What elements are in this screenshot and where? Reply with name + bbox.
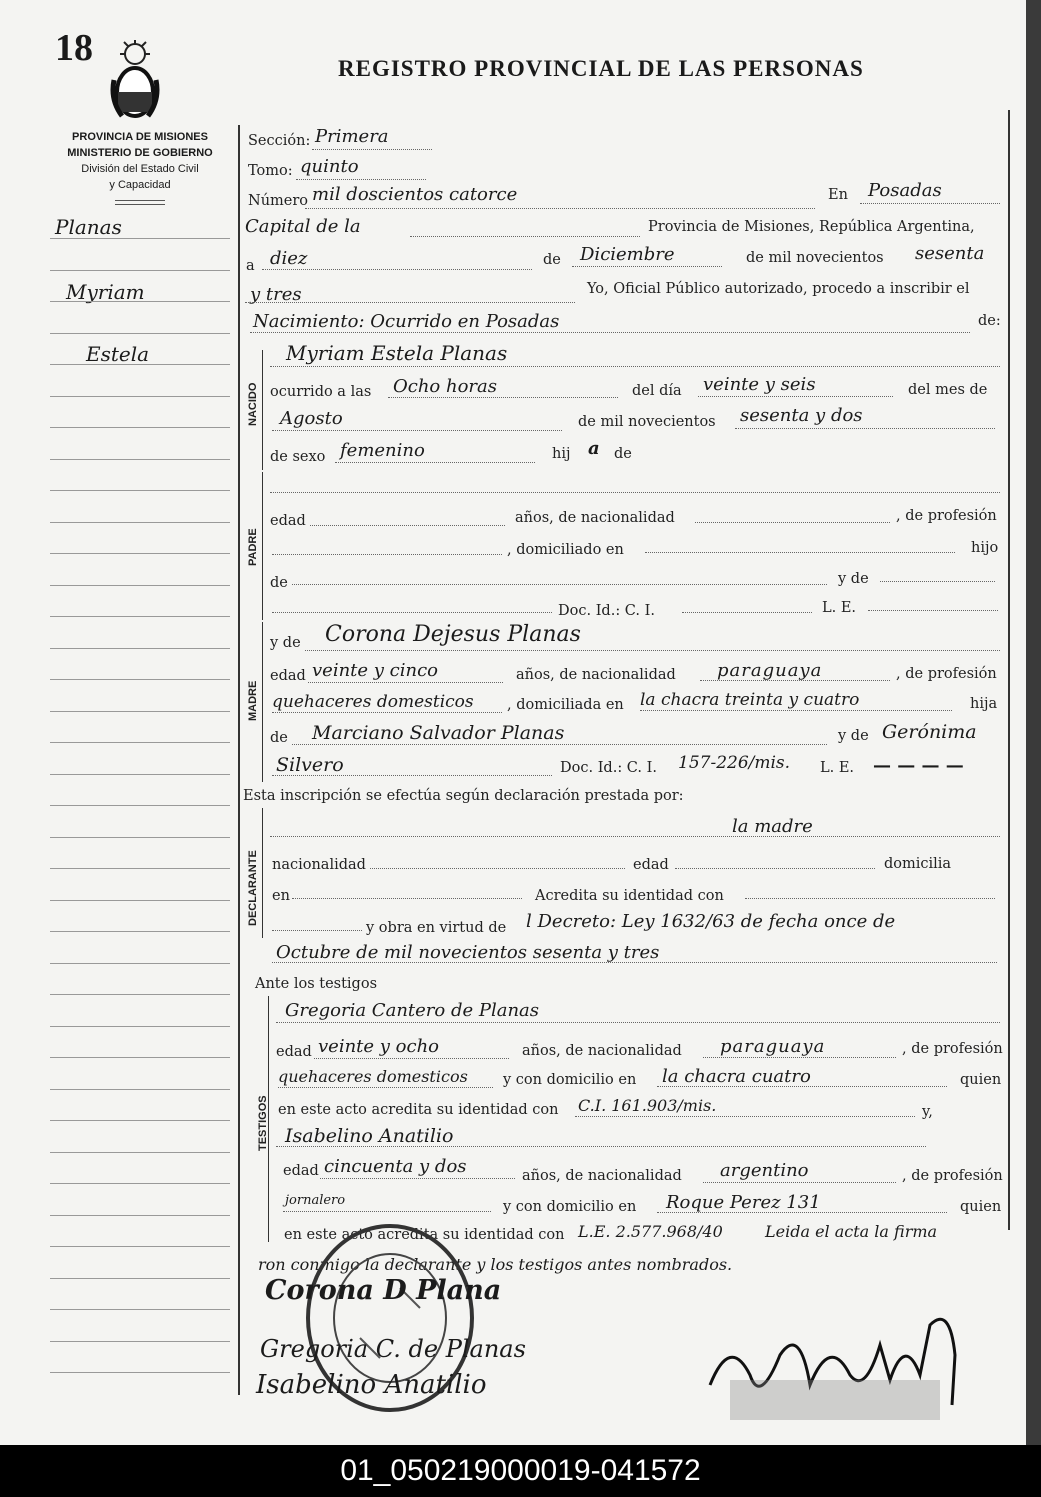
dia-value: diez	[270, 248, 308, 269]
margin-line	[50, 931, 230, 932]
madre-domiciliada-label: , domiciliada en	[507, 697, 624, 713]
margin-line	[50, 553, 230, 554]
margin-line	[50, 679, 230, 680]
madre-y-de-2-label: y de	[838, 728, 869, 744]
testigo1-domicilio: la chacra cuatro	[662, 1066, 811, 1087]
page-edge	[1026, 0, 1041, 1445]
margin-line	[50, 490, 230, 491]
capital-value: Capital de la	[245, 216, 361, 237]
page-number: 18	[55, 27, 93, 69]
padre-doc-label: Doc. Id.: C. I.	[558, 603, 655, 619]
nacido-de-mil-label: de mil novecientos	[578, 414, 716, 430]
margin-line	[50, 1278, 230, 1279]
anio-value-2: y tres	[250, 284, 302, 305]
testigos-section-label: TESTIGOS	[257, 1095, 269, 1151]
madre-hija-label: hija	[970, 696, 998, 712]
madre-y-de-label: y de	[270, 635, 301, 651]
t1-edad-label: edad	[276, 1044, 312, 1060]
margin-line	[50, 1341, 230, 1342]
margin-divider	[238, 125, 240, 1395]
t1-anios-label: años, de nacionalidad	[522, 1043, 682, 1059]
numero-label: Número	[248, 193, 309, 209]
sexo-label: de sexo	[270, 449, 326, 465]
anio-value-1: sesenta	[915, 243, 985, 264]
nacido-anio-value: sesenta y dos	[740, 405, 863, 426]
margin-line	[50, 364, 230, 365]
province-heading: PROVINCIA DE MISIONES	[72, 131, 208, 143]
padre-edad-label: edad	[270, 513, 306, 529]
margin-line	[50, 427, 230, 428]
image-id-footer: 01_050219000019-041572	[0, 1445, 1041, 1497]
margin-line	[50, 1026, 230, 1027]
signature-testigo-1: Gregoria C. de Planas	[260, 1335, 526, 1363]
en-label: En	[828, 187, 848, 203]
cierre-text: ron conmigo la declarante y los testigos antes nombrados.	[258, 1255, 733, 1274]
padre-de-label: de	[270, 575, 288, 591]
declarante-domicilia-label: domicilia	[884, 856, 952, 872]
coat-of-arms-emblem	[108, 40, 162, 122]
padre-anios-label: años, de nacionalidad	[515, 510, 675, 526]
del-mes-label: del mes de	[908, 382, 988, 398]
margin-line	[50, 333, 230, 334]
t2-profesion-label: , de profesión	[902, 1168, 1003, 1184]
madre-nacionalidad: paraguaya	[717, 660, 823, 681]
madre-le-value: — — — —	[873, 755, 964, 776]
margin-line	[50, 774, 230, 775]
nacido-dia-value: veinte y seis	[703, 374, 816, 395]
margin-line	[50, 868, 230, 869]
a-label: a	[246, 258, 255, 274]
madre-le-label: L. E.	[820, 760, 855, 776]
margin-line	[50, 805, 230, 806]
ocurrido-label: ocurrido a las	[270, 384, 372, 400]
de-label: de	[543, 252, 561, 268]
margin-first-name: Myriam	[66, 280, 145, 304]
declarante-acredita-label: Acredita su identidad con	[535, 888, 724, 904]
ante-testigos-label: Ante los testigos	[255, 976, 378, 992]
margin-surname: Planas	[55, 215, 122, 239]
testigo2-nombre: Isabelino Anatilio	[285, 1125, 454, 1147]
testigo1-profesion: quehaceres domesticos	[278, 1067, 468, 1086]
en-value: Posadas	[868, 180, 942, 201]
nacido-nombre: Myriam Estela Planas	[286, 341, 508, 365]
testigo1-nacionalidad: paraguaya	[720, 1036, 826, 1057]
testigo2-domicilio: Roque Perez 131	[666, 1192, 821, 1213]
provincia-text: Provincia de Misiones, República Argentina,	[648, 219, 975, 235]
testigo1-edad: veinte y ocho	[318, 1036, 440, 1057]
t2-anios-label: años, de nacionalidad	[522, 1168, 682, 1184]
mes-value: Diciembre	[580, 244, 675, 265]
official-signature	[690, 1295, 990, 1425]
virtud-label: y obra en virtud de	[366, 920, 507, 936]
margin-line	[50, 1089, 230, 1090]
madre-anios-label: años, de nacionalidad	[516, 667, 676, 683]
declarante-nacionalidad-label: nacionalidad	[272, 857, 366, 873]
seccion-value: Primera	[315, 126, 389, 147]
margin-line	[50, 994, 230, 995]
t1-domicilio-label: y con domicilio en	[503, 1072, 637, 1088]
t2-quien-label: quien	[960, 1199, 1002, 1215]
nacido-mes-value: Agosto	[280, 408, 343, 429]
madre-padre-nombre: Marciano Salvador Planas	[312, 722, 565, 744]
document-title: REGISTRO PROVINCIAL DE LAS PERSONAS	[338, 56, 864, 81]
nacido-section-label: NACIDO	[247, 382, 259, 426]
testigo2-documento: L.E. 2.577.968/40	[578, 1222, 723, 1241]
oficial-text: Yo, Oficial Público autorizado, procedo a inscribir el	[587, 281, 970, 297]
nacido-bracket	[262, 350, 263, 470]
de-colon-label: de:	[978, 313, 1001, 329]
margin-line	[50, 837, 230, 838]
seccion-label: Sección:	[248, 133, 311, 149]
margin-line	[50, 648, 230, 649]
ministry-heading: MINISTERIO DE GOBIERNO	[67, 147, 213, 159]
t2-edad-label: edad	[283, 1163, 319, 1179]
padre-domiciliado-label: , domiciliado en	[507, 542, 624, 558]
margin-line	[50, 1372, 230, 1373]
tomo-value: quinto	[300, 156, 359, 177]
virtud-value: l Decreto: Ley 1632/63 de fecha once de	[526, 911, 896, 932]
margin-line	[50, 1183, 230, 1184]
madre-profesion: quehaceres domesticos	[272, 692, 474, 712]
madre-edad-value: veinte y cinco	[312, 660, 439, 681]
t2-domicilio-label: y con domicilio en	[503, 1199, 637, 1215]
madre-edad-label: edad	[270, 668, 306, 684]
margin-line	[50, 616, 230, 617]
declarante-en-label: en	[272, 888, 290, 904]
margin-line	[50, 396, 230, 397]
t1-quien-label: quien	[960, 1072, 1002, 1088]
margin-line	[50, 301, 230, 302]
numero-value: mil doscientos catorce	[312, 184, 518, 205]
testigo2-profesion: jornalero	[285, 1193, 346, 1208]
declarante-bracket	[262, 808, 263, 938]
margin-line	[50, 900, 230, 901]
de-mil-label: de mil novecientos	[746, 250, 884, 266]
padre-hijo-label: hijo	[971, 540, 999, 556]
margin-line	[50, 1309, 230, 1310]
del-dia-label: del día	[632, 383, 682, 399]
acto-value: Nacimiento: Ocurrido en Posadas	[253, 311, 560, 332]
virtud-value-2: Octubre de mil novecientos sesenta y tres	[276, 942, 660, 963]
margin-line	[50, 1215, 230, 1216]
leida-text: Leida el acta la firma	[765, 1222, 938, 1241]
testigo2-edad: cincuenta y dos	[324, 1156, 467, 1177]
capacity-heading: y Capacidad	[109, 179, 171, 191]
sexo-value: femenino	[340, 440, 425, 461]
padre-y-de-label: y de	[838, 571, 869, 587]
division-heading: División del Estado Civil	[81, 163, 199, 175]
t1-profesion-label: , de profesión	[902, 1041, 1003, 1057]
margin-line	[50, 585, 230, 586]
madre-bracket	[262, 622, 263, 782]
madre-profesion-label: , de profesión	[896, 666, 997, 682]
margin-line	[50, 1152, 230, 1153]
signature-declarante: Corona D Plana	[265, 1275, 502, 1306]
margin-line	[50, 963, 230, 964]
declarante-section-label: DECLARANTE	[247, 850, 259, 926]
madre-madre-nombre: Gerónima	[882, 721, 977, 743]
hij-label: hij	[552, 446, 571, 462]
margin-line	[50, 238, 230, 239]
declarante-edad-label: edad	[633, 857, 669, 873]
madre-nombre: Corona Dejesus Planas	[325, 622, 581, 647]
testigo1-nombre: Gregoria Cantero de Planas	[285, 1000, 540, 1021]
testigo1-documento: C.I. 161.903/mis.	[578, 1096, 717, 1115]
padre-bracket	[262, 472, 263, 620]
padre-le-label: L. E.	[822, 600, 857, 616]
hora-value: Ocho horas	[393, 376, 497, 397]
padre-section-label: PADRE	[247, 528, 259, 566]
margin-line	[50, 1120, 230, 1121]
padre-profesion-label: , de profesión	[896, 508, 997, 524]
t1-y-label: y,	[922, 1104, 933, 1120]
testigo2-nacionalidad: argentino	[720, 1160, 809, 1181]
madre-domicilio: la chacra treinta y cuatro	[640, 690, 860, 710]
signature-testigo-2: Isabelino Anatilio	[256, 1370, 487, 1400]
right-border	[1008, 110, 1010, 1230]
margin-line	[50, 711, 230, 712]
margin-middle-name: Estela	[86, 342, 150, 366]
t1-acredita-label: en este acto acredita su identidad con	[278, 1102, 559, 1118]
madre-madre-apellido: Silvero	[276, 754, 344, 776]
madre-doc-label: Doc. Id.: C. I.	[560, 760, 657, 776]
margin-line	[50, 270, 230, 271]
margin-line	[50, 1057, 230, 1058]
margin-line	[50, 459, 230, 460]
madre-de-label: de	[270, 730, 288, 746]
margin-line	[50, 1246, 230, 1247]
margin-line	[50, 522, 230, 523]
declarante-nombre: la madre	[732, 816, 813, 837]
t2-acredita-label: en este acto acredita su identidad con	[284, 1227, 565, 1243]
tomo-label: Tomo:	[248, 163, 293, 179]
madre-section-label: MADRE	[247, 680, 259, 721]
madre-doc-value: 157-226/mis.	[678, 753, 791, 773]
hij-suffix: a	[588, 438, 600, 459]
margin-line	[50, 742, 230, 743]
nacido-de-label: de	[614, 446, 632, 462]
declarante-intro: Esta inscripción se efectúa según declaración prestada por:	[243, 788, 684, 804]
